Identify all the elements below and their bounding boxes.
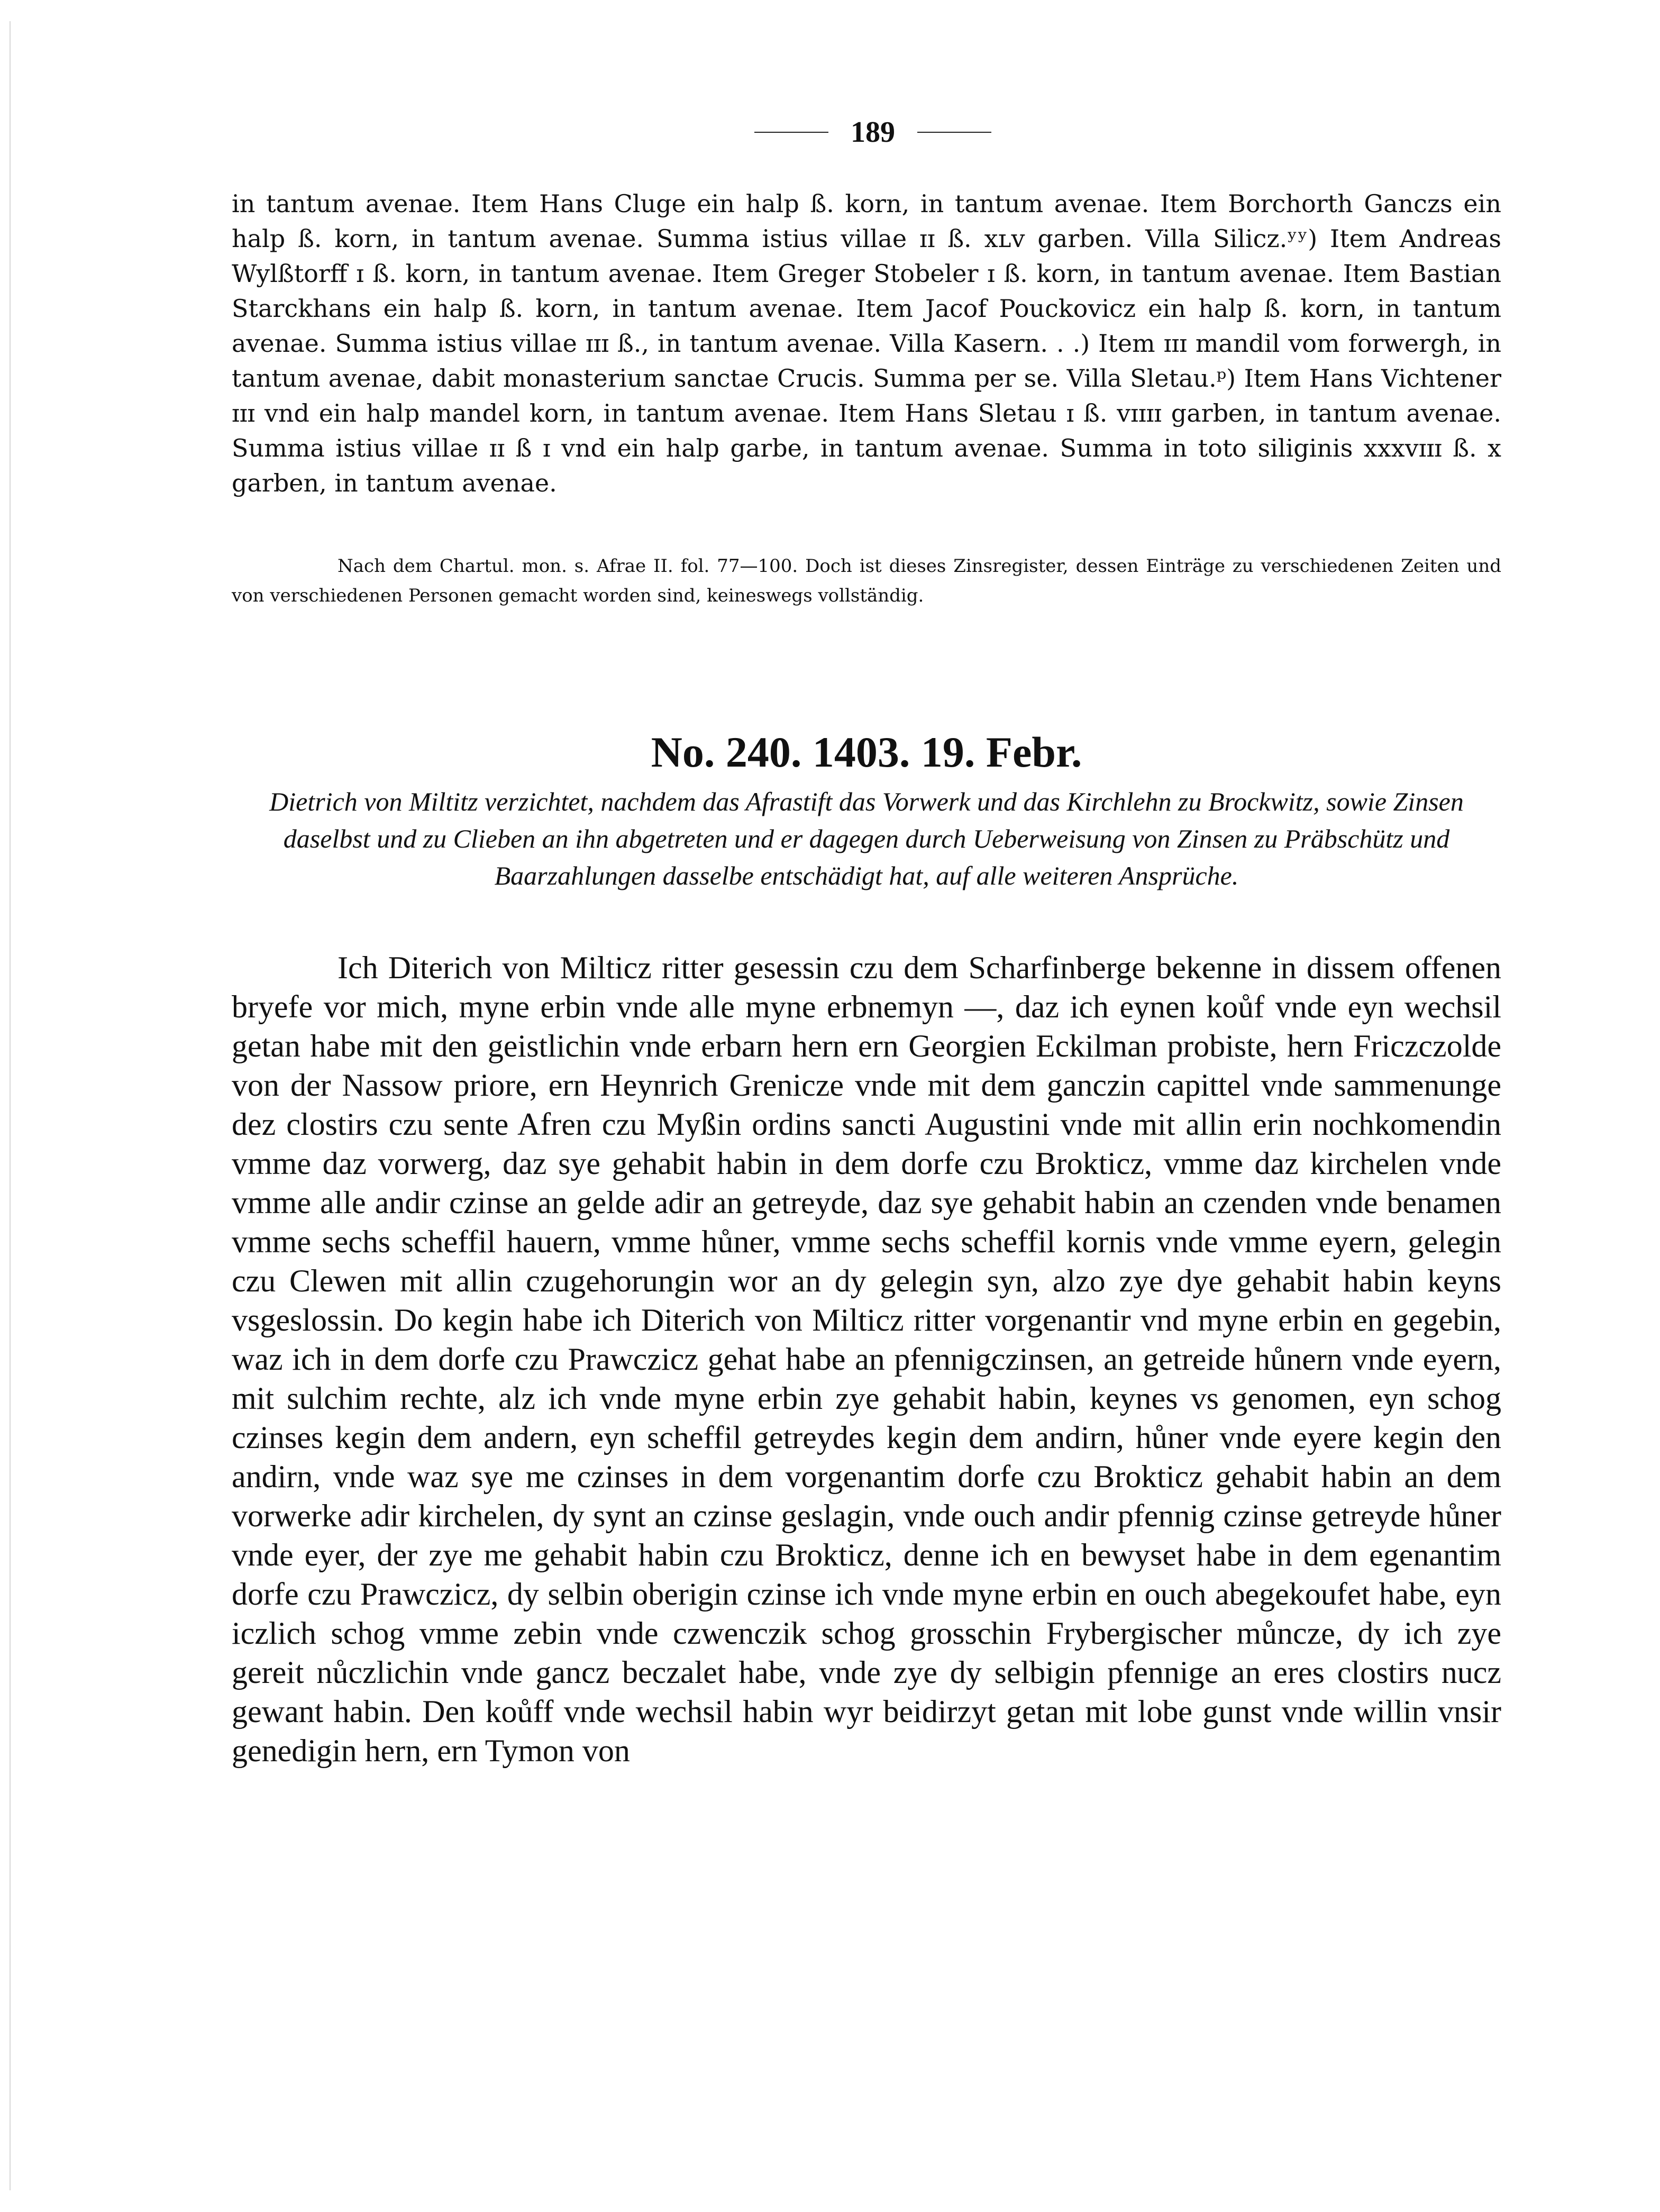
- document-body: Ich Diterich von Milticz ritter gesessin czu dem Scharfinberge bekenne in dissem offenen bryefe vor mich, myne erbin vnde alle myne erbnemyn —, daz ich eynen koůf vnde eyn wechsil getan habe mit den geistlichin vnde erbarn hern ern Georgien Eckilman probiste, hern Friczczolde von der Nassow priore, ern Heynrich Grenicze vnde mit dem ganczin capittel vnde sammenunge dez clostirs czu sente Afren czu Myßin ordins sancti Augustini vnde mit allin erin nochkomendin vmme daz vorwerg, daz sye gehabit habin in dem dorfe czu Brokticz, vmme daz kirchelen vnde vmme alle andir czinse an gelde adir an getreyde, daz sye gehabit habin an czenden vnde benamen vmme sechs scheffil hauern, vmme hůner, vmme sechs scheffil kornis vnde vmme eyern, gelegin czu Clewen mit allin czugehorungin wor an dy gelegin syn, alzo zye dye gehabit habin keyns vsgeslossin. Do kegin habe ich Diterich von Milticz ritter vorgenantir vnd myne erbin en gegebin, waz ich in dem dorfe czu Prawczicz gehat habe an pfennigczinsen, an getreide hůnern vnde eyern, mit sulchim rechte, alz ich vnde myne erbin zye gehabit habin, keynes vs genomen, eyn schog czinses kegin dem andern, eyn scheffil getreydes kegin dem andirn, hůner vnde eyere kegin den andirn, vnde waz sye me czinses in dem vorgenantim dorfe czu Brokticz gehabit habin an dem vorwerke adir kirchelen, dy synt an czinse geslagin, vnde ouch andir pfennig czinse getreyde hůner vnde eyer, der zye me gehabit habin czu Brokticz, denne ich en bewyset habe in dem egenantim dorfe czu Prawczicz, dy selbin oberigin czinse ich vnde myne erbin en ouch abegekoufet habe, eyn iczlich schog vmme zebin vnde czwenczik schog grosschin Frybergischer můncze, dy ich zye gereit nůczlichin vnde gancz beczalet habe, vnde zye dy selbigin pfennige an eres clostirs nucz gewant habin. Den koůff vnde wechsil habin wyr beidirzyt getan mit lobe gunst vnde willin vnsir genedigin hern, ern Tymon von: [232, 950, 1501, 1768]
- document-heading: No. 240. 1403. 19. Febr.: [651, 728, 1082, 776]
- source-note: Nach dem Chartul. mon. s. Afrae II. fol. 77—100. Doch ist dieses Zinsregister, dessen Einträge zu verschiedenen Zeiten und von verschiedenen Personen gemacht worden sind, keineswegs vollständig.: [232, 556, 1501, 606]
- page-number: 189: [851, 116, 895, 149]
- header-dash-right: [917, 132, 991, 133]
- scan-edge-line: [10, 21, 11, 2190]
- page-header: [727, 111, 1018, 153]
- continuation-paragraph: in tantum avenae. Item Hans Cluge ein halp ß. korn, in tantum avenae. Item Borchorth Ganczs ein halp ß. korn, in tantum avenae. Summa istius villae ɪɪ ß. xʟv garben. Villa Silicz.ʸʸ) Item Andreas Wylßtorff ɪ ß. korn, in tantum avenae. Item Greger Stobeler ɪ ß. korn, in tantum avenae. Item Bastian Starckhans ein halp ß. korn, in tantum avenae. Item Jacof Pouckovicz ein halp ß. korn, in tantum avenae. Summa istius villae ɪɪɪ ß., in tantum avenae. Villa Kasern. . .) Item ɪɪɪ mandil vom forwergh, in tantum avenae, dabit monasterium sanctae Crucis. Summa per se. Villa Sletau.ᵖ) Item Hans Vichtener ɪɪɪ vnd ein halp mandel korn, in tantum avenae. Item Hans Sletau ɪ ß. ᴠɪɪɪɪ garben, in tantum avenae. Summa istius villae ɪɪ ß ɪ vnd ein halp garbe, in tantum avenae. Summa in toto siliginis xxxᴠɪɪɪ ß. x garben, in tantum avenae.: [232, 189, 1501, 497]
- document-summary: Dietrich von Miltitz verzichtet, nachdem das Afrastift das Vorwerk und das Kirchlehn zu Brockwitz, sowie Zinsen daselbst und zu Clieben an ihn abgetreten und er dagegen durch Ueberweisung von Zinsen zu Präbschütz und Baarzahlungen dasselbe entschädigt hat, auf alle weiteren Ansprüche.: [269, 787, 1464, 890]
- header-dash-left: [754, 132, 828, 133]
